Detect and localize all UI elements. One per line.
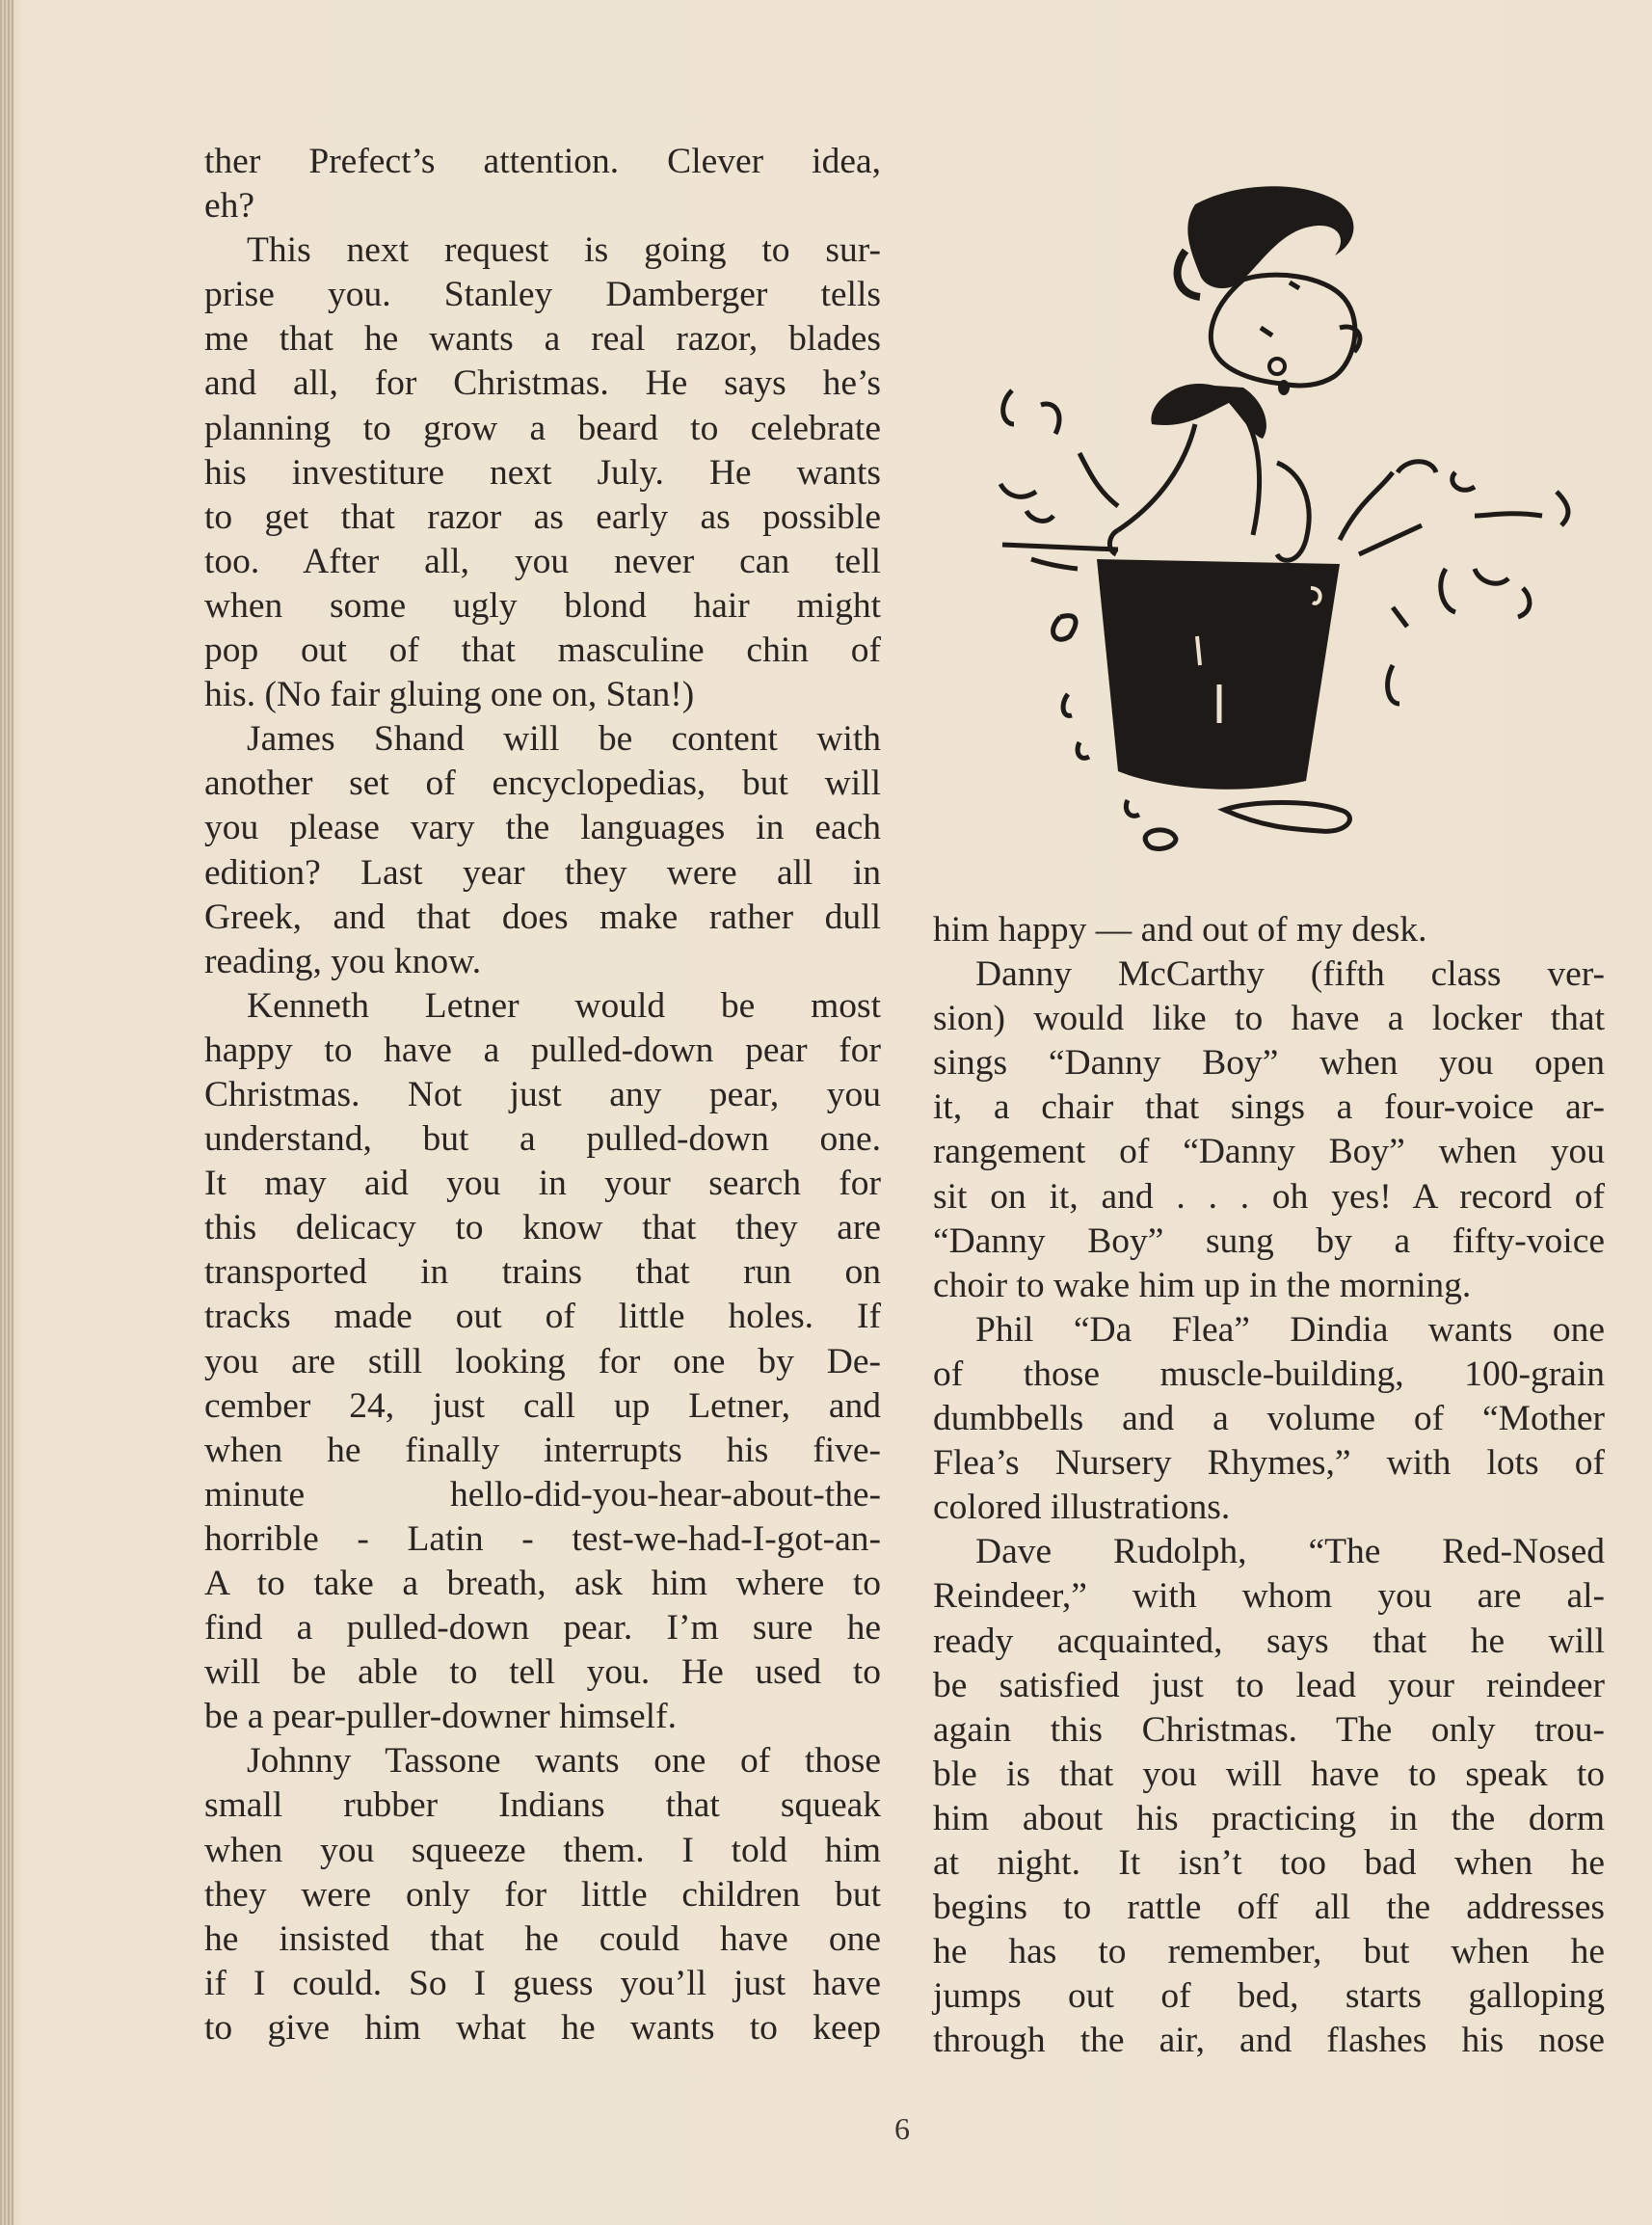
bucket [1097, 559, 1340, 790]
text-line: tracks made out of little holes. If [204, 1297, 881, 1337]
text-line: Greek, and that does make rather dull [204, 897, 881, 937]
text-line: will be able to tell you. He used to [204, 1652, 881, 1693]
text-line: to get that razor as early as possible [204, 496, 881, 537]
text-line: James Shand will be content with [247, 719, 881, 760]
text-line: begins to rattle off all the addresses [933, 1888, 1605, 1928]
text-line: eh? [204, 186, 255, 227]
text-line: planning to grow a beard to celebrate [204, 408, 881, 448]
text-line: small rubber Indians that squeak [204, 1785, 881, 1826]
text-line: him about his practicing in the dorm [933, 1798, 1605, 1838]
text-line: again this Christmas. The only trou- [933, 1709, 1605, 1750]
text-line: “Danny Boy” sung by a fifty-voice [933, 1220, 1605, 1261]
cartoon-drawing [954, 183, 1629, 887]
text-line: be a pear-puller-downer himself. [204, 1697, 677, 1737]
text-line: Phil “Da Flea” Dindia wants one [975, 1309, 1605, 1350]
text-line: find a pulled-down pear. I’m sure he [204, 1608, 881, 1649]
text-line: to give him what he wants to keep [204, 2007, 881, 2048]
text-line: if I could. So I guess you’ll just have [204, 1963, 881, 2003]
text-line: This next request is going to sur- [247, 230, 881, 271]
text-line: you please vary the languages in each [204, 808, 881, 848]
text-line: Johnny Tassone wants one of those [247, 1741, 881, 1782]
book-spine-edge [0, 0, 13, 2225]
text-line: reading, you know. [204, 941, 482, 981]
text-line: A to take a breath, ask him where to [204, 1564, 881, 1603]
text-line: ready acquainted, says that he will [933, 1621, 1605, 1661]
text-line: Reindeer,” with whom you are al- [933, 1576, 1605, 1617]
text-line: this delicacy to know that they are [204, 1208, 881, 1248]
text-line: me that he wants a real razor, blades [204, 319, 881, 360]
text-line: edition? Last year they were all in [204, 852, 881, 893]
text-line: he insisted that he could have one [204, 1918, 881, 1959]
text-line: of those muscle-building, 100-grain [933, 1354, 1605, 1394]
text-line: you are still looking for one by De- [204, 1341, 881, 1381]
text-line: at night. It isn’t too bad when he [933, 1842, 1605, 1883]
text-line: another set of encyclopedias, but will [204, 764, 881, 804]
text-line: when he finally interrupts his five- [204, 1430, 881, 1470]
text-line: Flea’s Nursery Rhymes,” with lots of [933, 1443, 1605, 1484]
text-line: happy to have a pulled-down pear for [204, 1030, 881, 1070]
text-line: pop out of that masculine chin of [204, 630, 881, 671]
text-line: understand, but a pulled-down one. [204, 1119, 881, 1160]
text-line: minute hello-did-you-hear-about-the- [204, 1474, 881, 1515]
text-line: it, a chair that sings a four-voice ar- [933, 1087, 1605, 1128]
right-text-column [933, 908, 1605, 2063]
text-line: through the air, and flashes his nose [933, 2021, 1605, 2061]
text-line: he has to remember, but when he [933, 1932, 1605, 1972]
text-line: ther Prefect’s attention. Clever idea, [204, 142, 881, 181]
text-line: too. After all, you never can tell [204, 541, 881, 581]
text-line: colored illustrations. [933, 1488, 1231, 1528]
text-line: they were only for little children but [204, 1874, 881, 1915]
text-line: sit on it, and . . . oh yes! A record of [933, 1176, 1605, 1217]
text-line: prise you. Stanley Damberger tells [204, 275, 881, 315]
text-line: horrible - Latin - test-we-had-I-got-an- [204, 1518, 881, 1559]
text-line: and all, for Christmas. He says he’s [204, 363, 881, 404]
text-line: Christmas. Not just any pear, you [204, 1074, 881, 1114]
text-line: sings “Danny Boy” when you open [933, 1043, 1605, 1084]
text-line: when some ugly blond hair might [204, 585, 881, 626]
text-line: It may aid you in your search for [204, 1164, 881, 1204]
left-text-column [204, 140, 881, 2051]
text-line: sion) would like to have a locker that [933, 999, 1605, 1039]
text-line: cember 24, just call up Letner, and [204, 1385, 881, 1426]
text-line: dumbbells and a volume of “Mother [933, 1399, 1605, 1439]
text-line: him happy — and out of my desk. [933, 910, 1427, 950]
text-line: ble is that you will have to speak to [933, 1754, 1605, 1794]
text-line: choir to wake him up in the morning. [933, 1265, 1472, 1305]
text-line: rangement of “Danny Boy” when you [933, 1132, 1605, 1172]
page-number: 6 [894, 2111, 910, 2146]
text-line: be satisfied just to lead your reindeer [933, 1665, 1605, 1705]
boy-in-bucket-illustration [954, 183, 1629, 887]
text-line: Danny McCarthy (fifth class ver- [975, 954, 1605, 995]
text-line: Dave Rudolph, “The Red-Nosed [975, 1532, 1605, 1572]
text-line: when you squeeze them. I told him [204, 1830, 881, 1870]
text-line: his. (No fair gluing one on, Stan!) [204, 675, 695, 715]
text-line: transported in trains that run on [204, 1252, 881, 1293]
text-line: Kenneth Letner would be most [247, 985, 881, 1026]
text-line: his investiture next July. He wants [204, 452, 881, 493]
text-line: jumps out of bed, starts galloping [933, 1976, 1605, 2017]
